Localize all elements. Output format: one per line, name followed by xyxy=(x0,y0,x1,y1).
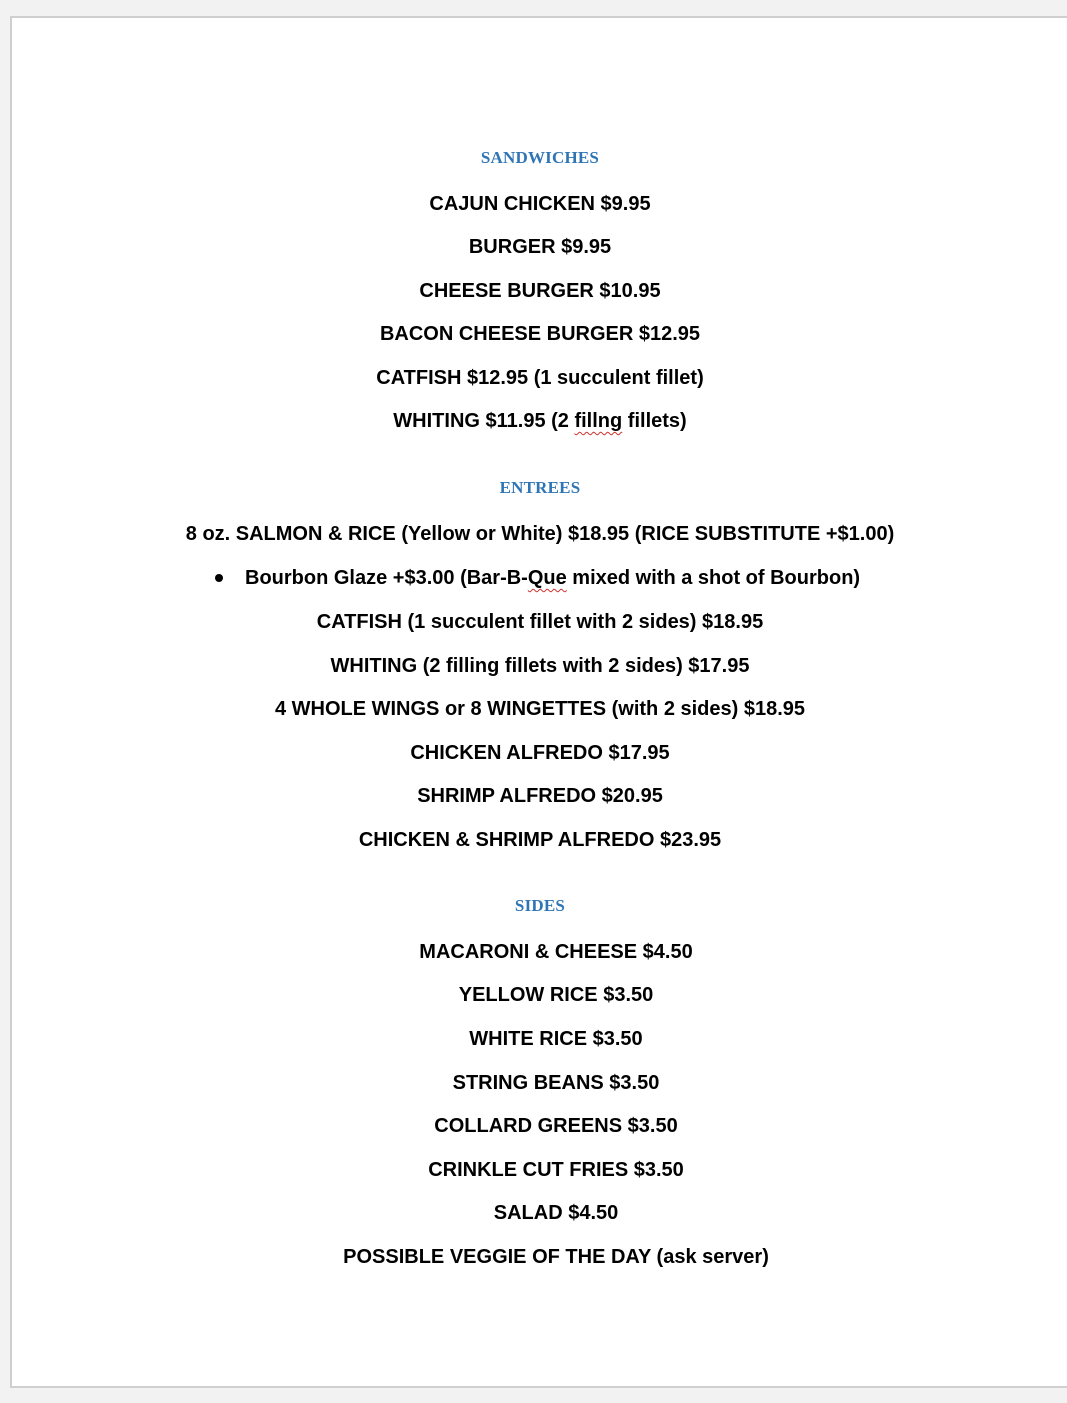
menu-item: WHITE RICE $3.50 xyxy=(469,1028,643,1050)
menu-item: POSSIBLE VEGGIE OF THE DAY (ask server) xyxy=(343,1246,769,1268)
menu-item: SHRIMP ALFREDO $20.95 xyxy=(417,785,663,807)
menu-item: CHICKEN ALFREDO $17.95 xyxy=(410,742,670,764)
menu-item-whiting xyxy=(0,409,1067,433)
menu-item: STRING BEANS $3.50 xyxy=(452,1072,660,1094)
menu-item: MACARONI & CHEESE $4.50 xyxy=(419,941,693,963)
menu-item: CHICKEN & SHRIMP ALFREDO $23.95 xyxy=(358,829,722,851)
bullet-text xyxy=(245,566,860,590)
text-segment: Bourbon Glaze +$3.00 (Bar-B- xyxy=(245,567,528,589)
menu-item: 4 WHOLE WINGS or 8 WINGETTES (with 2 sides) $18.95 xyxy=(274,698,806,720)
menu-item: BURGER $9.95 xyxy=(468,236,612,258)
menu-item: CHEESE BURGER $10.95 xyxy=(419,280,661,302)
menu-item-salmon: 8 oz. SALMON & RICE (Yellow or White) $18.95 (RICE SUBSTITUTE +$1.00) xyxy=(185,523,895,545)
misspelled-word[interactable]: Que xyxy=(527,567,567,589)
menu-item: CRINKLE CUT FRIES $3.50 xyxy=(428,1159,684,1181)
menu-item: CATFISH $12.95 (1 succulent fillet) xyxy=(376,367,704,389)
menu-item: WHITING (2 filling fillets with 2 sides) $17.95 xyxy=(330,655,750,677)
menu-item: COLLARD GREENS $3.50 xyxy=(434,1115,678,1137)
menu-item: CAJUN CHICKEN $9.95 xyxy=(429,193,651,215)
sandwiches-heading: SANDWICHES xyxy=(480,148,600,167)
bullet-icon xyxy=(215,574,223,582)
entrees-heading: ENTREES xyxy=(499,478,581,497)
text-segment: mixed with a shot of Bourbon) xyxy=(566,567,861,589)
menu-item: YELLOW RICE $3.50 xyxy=(458,984,654,1006)
text-segment: fillets) xyxy=(622,410,687,432)
sides-heading: SIDES xyxy=(514,896,566,915)
text-segment: WHITING $11.95 (2 xyxy=(393,410,575,432)
menu-item: SALAD $4.50 xyxy=(493,1202,619,1224)
misspelled-word[interactable]: fillng xyxy=(574,410,623,432)
menu-item: BACON CHEESE BURGER $12.95 xyxy=(379,323,701,345)
menu-item: CATFISH (1 succulent fillet with 2 sides) $18.95 xyxy=(316,611,764,633)
